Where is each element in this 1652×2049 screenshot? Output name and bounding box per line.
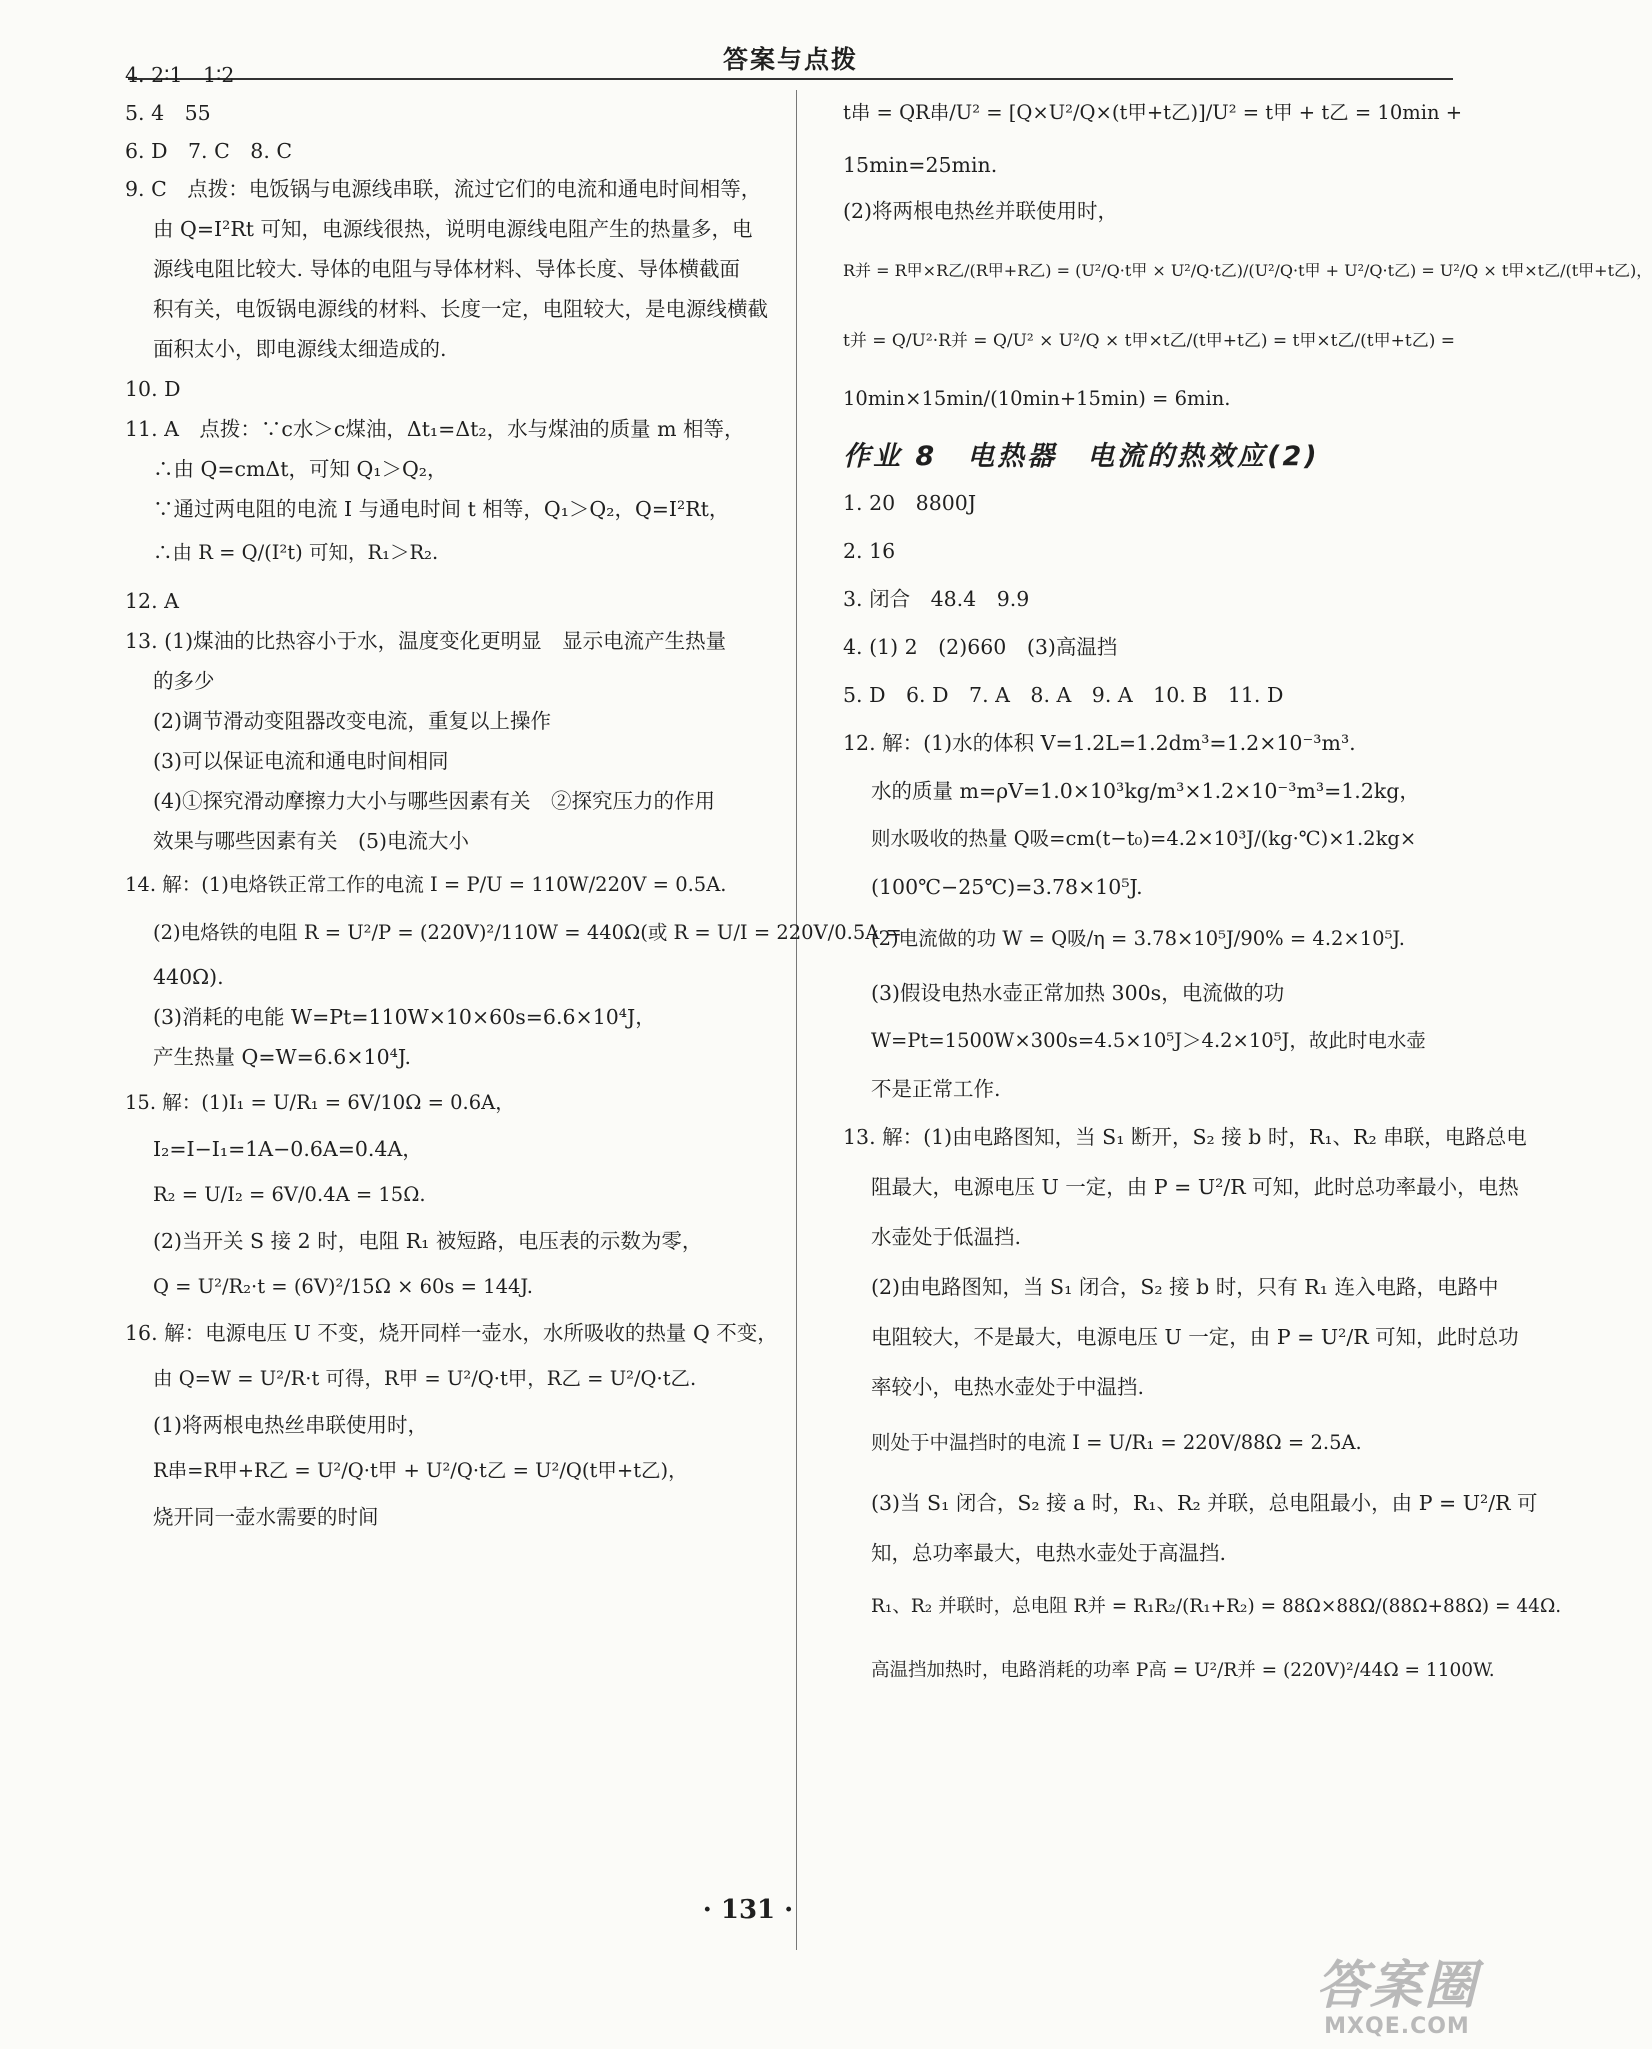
formula-line: R₂ = U/I₂ = 6V/0.4A = 15Ω.: [153, 1183, 426, 1206]
answer-line: 4. (1) 2 (2)660 (3)高温挡: [843, 635, 1118, 659]
answer-line: 1. 20 8800J: [843, 491, 977, 515]
answer-line: 水的质量 m=ρV=1.0×10³kg/m³×1.2×10⁻³m³=1.2kg，: [871, 779, 1420, 803]
watermark-logo: [1316, 1958, 1478, 2039]
answer-line: ∴由 Q=cmΔt，可知 Q₁＞Q₂，: [153, 457, 448, 481]
answer-line: 4. 2∶1 1∶2: [125, 63, 235, 87]
answer-line: 3. 闭合 48.4 9.9: [843, 587, 1030, 611]
answer-line: 电阻较大，不是最大，电源电压 U 一定，由 P = U²/R 可知，此时总功: [871, 1325, 1519, 1349]
answer-line: 12. A: [125, 589, 179, 613]
answer-line: 440Ω).: [153, 965, 224, 989]
page-header: [128, 38, 1453, 80]
answer-line: 水壶处于低温挡.: [871, 1225, 1022, 1249]
answer-line: 不是正常工作.: [871, 1077, 1001, 1101]
answer-line: 源线电阻比较大. 导体的电阻与导体材料、导体长度、导体横截面: [153, 257, 741, 281]
answer-line: (2)当开关 S 接 2 时，电阻 R₁ 被短路，电压表的示数为零，: [153, 1229, 703, 1253]
answer-line: 13. (1)煤油的比热容小于水，温度变化更明显 显示电流产生热量: [125, 629, 727, 653]
formula-line: R串=R甲+R乙 = U²/Q·t甲 + U²/Q·t乙 = U²/Q(t甲+t乙)，: [153, 1459, 688, 1482]
answer-line: (3)消耗的电能 W=Pt=110W×10×60s=6.6×10⁴J，: [153, 1005, 656, 1029]
formula-line: 则处于中温挡时的电流 I = U/R₁ = 220V/88Ω = 2.5A.: [871, 1431, 1362, 1454]
answer-line: 16. 解：电源电压 U 不变，烧开同样一壶水，水所吸收的热量 Q 不变，: [125, 1321, 778, 1345]
section-heading: 作业 8 电热器 电流的热效应(2): [843, 441, 1320, 472]
formula-line: t并 = Q/U²·R并 = Q/U² × U²/Q × t甲×t乙/(t甲+t乙) = t甲×t乙/(t甲+t乙) =: [843, 331, 1455, 351]
page-number: · 131 ·: [702, 1895, 794, 1925]
answer-line: 6. D 7. C 8. C: [125, 139, 293, 163]
formula-line: t串 = QR串/U² = [Q×U²/Q×(t甲+t乙)]/U² = t甲 + t乙 = 10min +: [843, 101, 1463, 124]
answer-line: 阻最大，电源电压 U 一定，由 P = U²/R 可知，此时总功率最小，电热: [871, 1175, 1519, 1199]
answer-line: 知，总功率最大，电热水壶处于高温挡.: [871, 1541, 1227, 1565]
answer-line: 的多少: [153, 669, 215, 693]
answer-line: 9. C 点拨：电饭锅与电源线串联，流过它们的电流和通电时间相等，: [125, 177, 762, 201]
answer-line: 率较小，电热水壶处于中温挡.: [871, 1375, 1145, 1399]
answer-line: 10. D: [125, 377, 181, 401]
formula-line: (2)电流做的功 W = Q吸/η = 3.78×10⁵J/90% = 4.2×10⁵J.: [871, 927, 1405, 950]
answer-line: (3)当 S₁ 闭合，S₂ 接 a 时，R₁、R₂ 并联，总电阻最小，由 P = U²/R 可: [871, 1491, 1538, 1515]
answer-line: 11. A 点拨：∵c水＞c煤油，Δt₁=Δt₂，水与煤油的质量 m 相等，: [125, 417, 745, 441]
answer-line: 15min=25min.: [843, 153, 998, 177]
answer-line: ∵通过两电阻的电流 I 与通电时间 t 相等，Q₁＞Q₂，Q=I²Rt，: [153, 497, 730, 521]
watermark-url: MXQE.COM: [1324, 2014, 1470, 2039]
formula-line: 15. 解：(1)I₁ = U/R₁ = 6V/10Ω = 0.6A，: [125, 1091, 515, 1114]
answer-line: 则水吸收的热量 Q吸=cm(t−t₀)=4.2×10³J/(kg·℃)×1.2kg×: [871, 827, 1417, 850]
answer-line: 5. 4 55: [125, 101, 211, 125]
formula-line: 由 Q=W = U²/R·t 可得，R甲 = U²/Q·t甲，R乙 = U²/Q·t乙.: [153, 1367, 697, 1390]
answer-line: (2)调节滑动变阻器改变电流，重复以上操作: [153, 709, 552, 733]
answer-line: 积有关，电饭锅电源线的材料、长度一定，电阻较大，是电源线横截: [153, 297, 768, 321]
answer-line: I₂=I−I₁=1A−0.6A=0.4A，: [153, 1137, 423, 1161]
answer-line: (4)①探究滑动摩擦力大小与哪些因素有关 ②探究压力的作用: [153, 789, 716, 813]
answer-line: (3)假设电热水壶正常加热 300s，电流做的功: [871, 981, 1285, 1005]
answer-line: 12. 解：(1)水的体积 V=1.2L=1.2dm³=1.2×10⁻³m³.: [843, 731, 1356, 755]
formula-line: 10min×15min/(10min+15min) = 6min.: [843, 387, 1231, 410]
formula-line: R并 = R甲×R乙/(R甲+R乙) = (U²/Q·t甲 × U²/Q·t乙)/(U²/Q·t甲 + U²/Q·t乙) = U²/Q × t甲×t乙/(t甲+t乙)，: [843, 261, 1652, 280]
answer-line: (100℃−25℃)=3.78×10⁵J.: [871, 875, 1143, 899]
answer-line: 由 Q=I²Rt 可知，电源线很热，说明电源线电阻产生的热量多，电: [153, 217, 753, 241]
answer-line: W=Pt=1500W×300s=4.5×10⁵J＞4.2×10⁵J，故此时电水壶: [871, 1029, 1426, 1052]
answer-line: 面积太小，即电源线太细造成的.: [153, 337, 447, 361]
answer-line: 产生热量 Q=W=6.6×10⁴J.: [153, 1045, 411, 1069]
answer-line: 5. D 6. D 7. A 8. A 9. A 10. B 11. D: [843, 683, 1284, 707]
answer-line: (2)由电路图知，当 S₁ 闭合，S₂ 接 b 时，只有 R₁ 连入电路，电路中: [871, 1275, 1499, 1299]
watermark-logo-text: 答案圈: [1315, 1956, 1478, 2016]
formula-line: 14. 解：(1)电烙铁正常工作的电流 I = P/U = 110W/220V = 0.5A.: [125, 873, 727, 896]
answer-line: (1)将两根电热丝串联使用时，: [153, 1413, 429, 1437]
formula-line: 高温挡加热时，电路消耗的功率 P高 = U²/R并 = (220V)²/44Ω = 1100W.: [871, 1660, 1495, 1681]
answer-line: 效果与哪些因素有关 (5)电流大小: [153, 829, 470, 853]
formula-line: (2)电烙铁的电阻 R = U²/P = (220V)²/110W = 440Ω(或 R = U/I = 220V/0.5A =: [153, 921, 902, 944]
answer-line: (3)可以保证电流和通电时间相同: [153, 749, 449, 773]
answer-line: (2)将两根电热丝并联使用时，: [843, 199, 1119, 223]
page-header-title: 答案与点拨: [722, 45, 858, 74]
answer-line: 烧开同一壶水需要的时间: [153, 1505, 379, 1529]
formula-line: R₁、R₂ 并联时，总电阻 R并 = R₁R₂/(R₁+R₂) = 88Ω×88Ω/(88Ω+88Ω) = 44Ω.: [871, 1596, 1562, 1617]
answer-line: 2. 16: [843, 539, 896, 563]
answer-line: 13. 解：(1)由电路图知，当 S₁ 断开，S₂ 接 b 时，R₁、R₂ 串联，电路总电: [843, 1125, 1527, 1149]
column-divider: [796, 90, 797, 1950]
formula-line: ∴由 R = Q/(I²t) 可知，R₁＞R₂.: [153, 541, 439, 564]
formula-line: Q = U²/R₂·t = (6V)²/15Ω × 60s = 144J.: [153, 1275, 533, 1298]
